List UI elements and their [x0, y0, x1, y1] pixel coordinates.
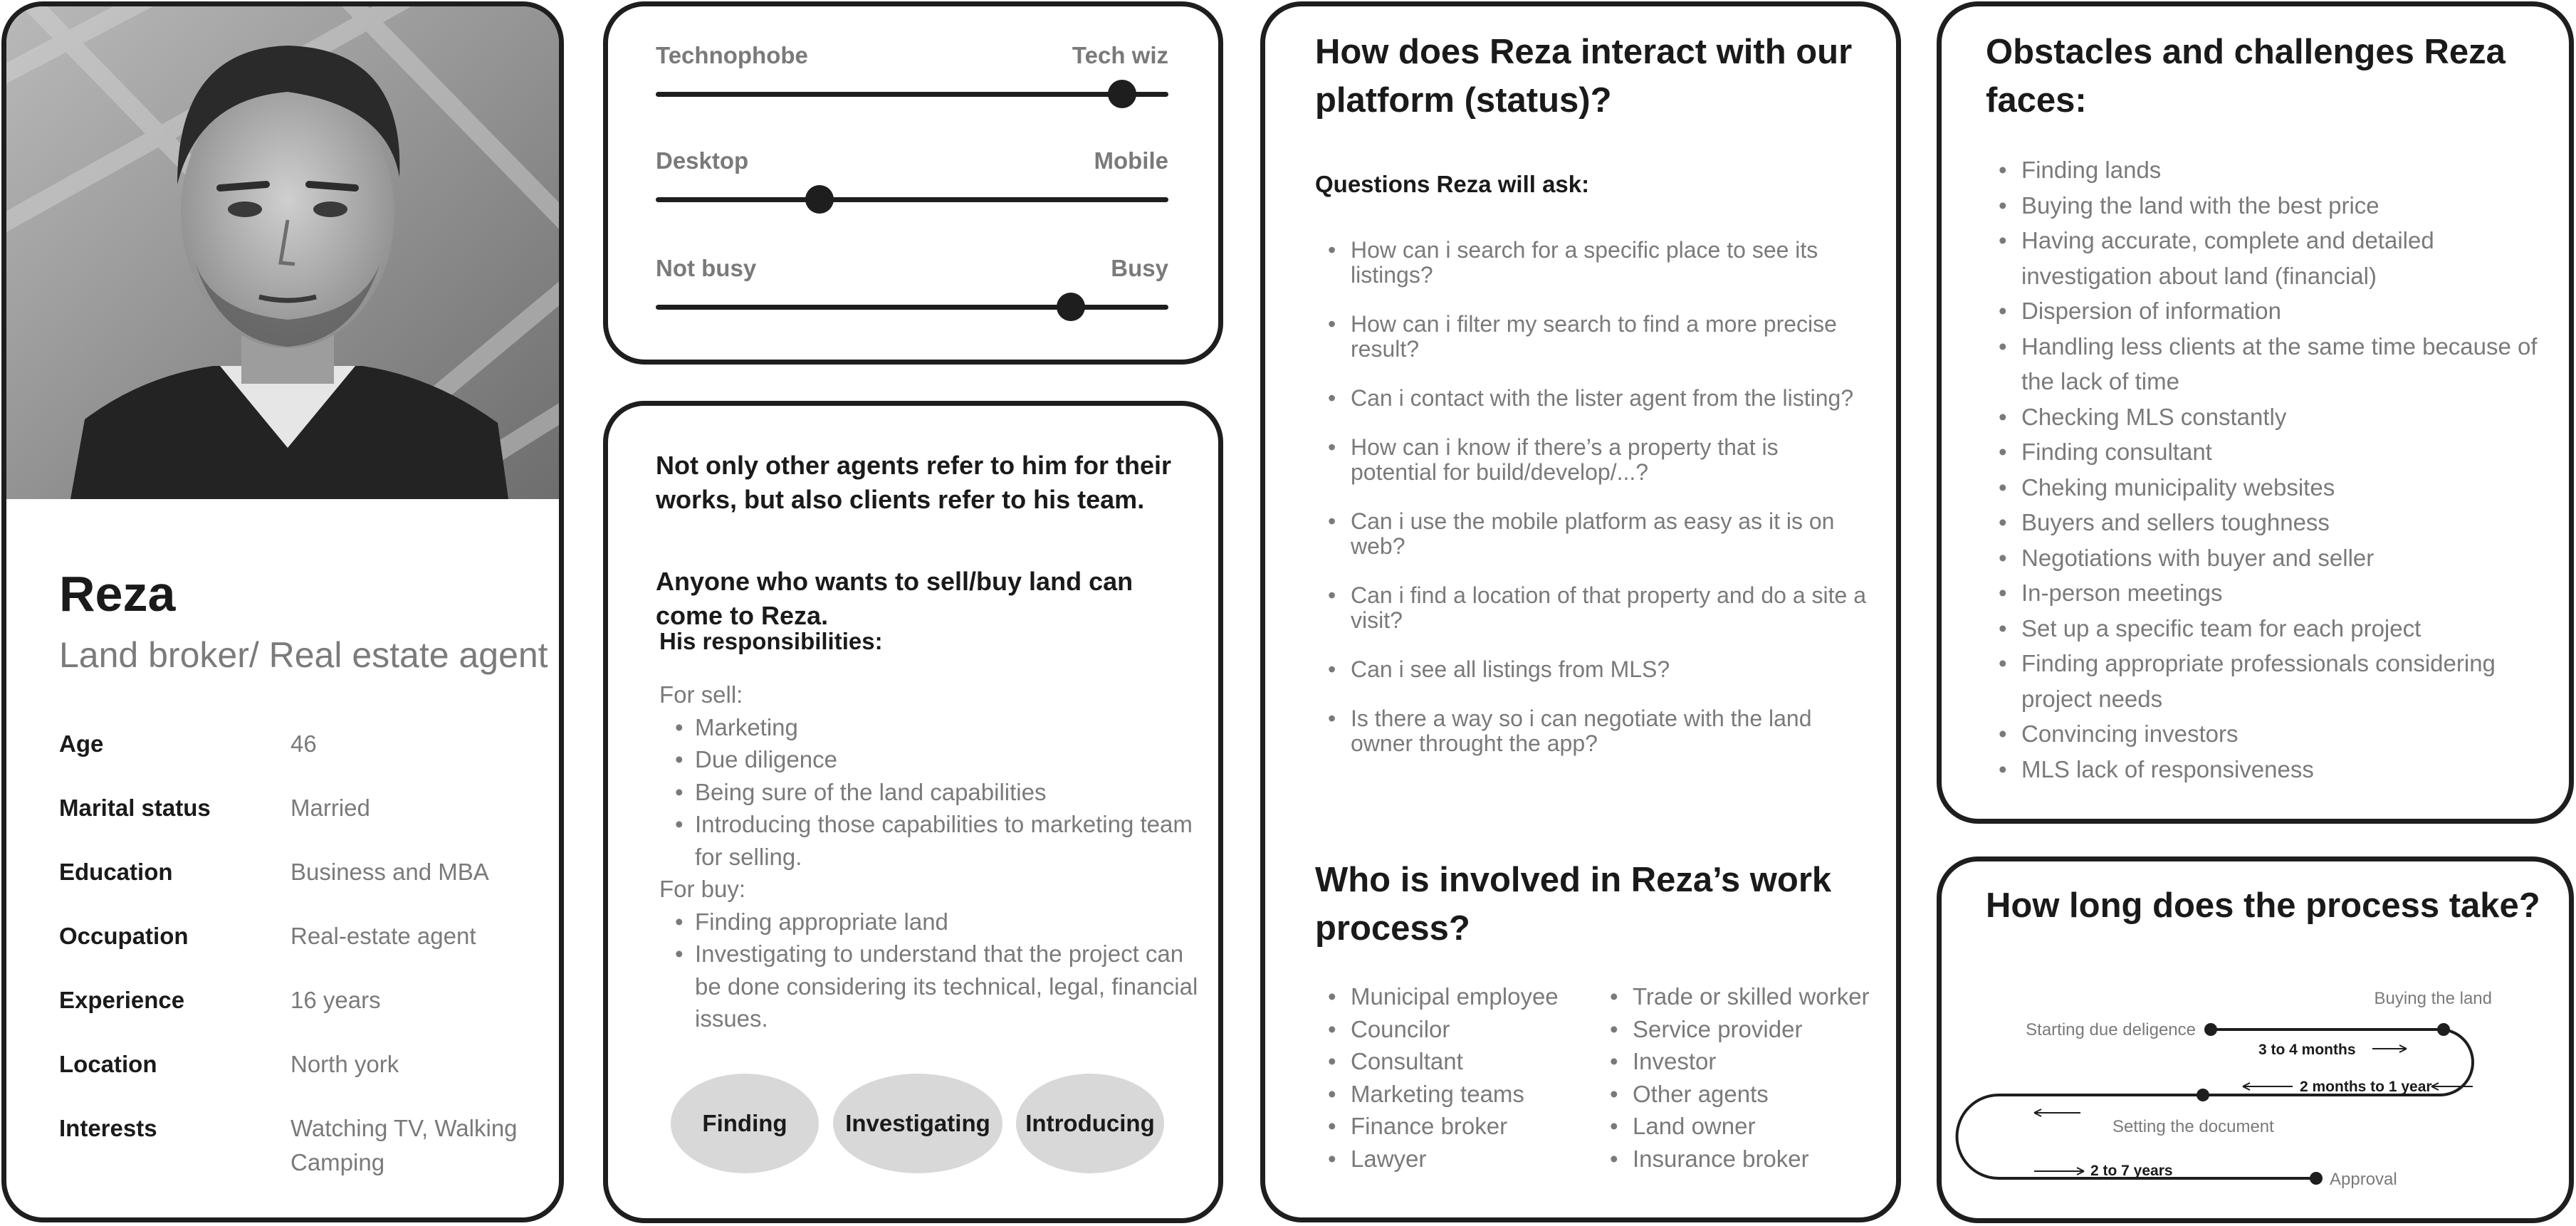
milestone-start: [2204, 1023, 2217, 1036]
info-value: 16 years: [290, 987, 381, 1013]
list-item: • Trade or skilled worker: [1597, 980, 1870, 1013]
portrait-image: [6, 6, 564, 499]
list-item: • In-person meetings: [1986, 575, 2555, 611]
list-item: • Set up a specific team for each project: [1986, 611, 2555, 646]
intro-text: Not only other agents refer to him for their works, but also clients refer to his team.: [656, 451, 1172, 514]
info-value: Real-estate agent: [290, 923, 476, 949]
list-item: • Finding appropriate professionals considering project needs: [1986, 646, 2555, 716]
stage-pill-finding: Finding: [671, 1074, 819, 1173]
duration-label: 3 to 4 months: [2258, 1042, 2356, 1058]
persona-role: Land broker/ Real estate agent: [59, 635, 548, 675]
list-item: • Negotiations with buyer and seller: [1986, 540, 2555, 576]
info-value: 46: [290, 730, 317, 757]
list-item: • Land owner: [1597, 1110, 1870, 1143]
info-value: North york: [290, 1051, 399, 1077]
milestone-approval-label: Approval: [2330, 1170, 2397, 1189]
list-item: • Cheking municipality websites: [1986, 470, 2555, 505]
slider-tech-savvy: [656, 42, 1168, 127]
list-item: • How can i know if there’s a property that is potential for build/develop/...?: [1315, 435, 1870, 485]
profile-card: [1, 1, 564, 1222]
responsibilities-card: [603, 401, 1223, 1223]
slider-track: [656, 92, 1168, 97]
profile-photo: [6, 6, 564, 499]
process-title: How long does the process take?: [1986, 886, 2540, 925]
list-item: • Investor: [1597, 1045, 1870, 1078]
info-label: Age: [59, 730, 104, 757]
slider-knob[interactable]: [1108, 80, 1136, 108]
info-label: Occupation: [59, 923, 189, 949]
timeline-path: [1957, 1029, 2473, 1178]
list-item: • Can i find a location of that property and do a site a visit?: [1315, 583, 1870, 633]
slider-track: [656, 305, 1168, 310]
list-item: • Having accurate, complete and detailed investigation about land (financial): [1986, 223, 2555, 293]
slider-knob[interactable]: [805, 185, 834, 214]
info-label: Education: [59, 859, 173, 885]
info-value: Married: [290, 795, 370, 821]
sell-label: For sell:: [659, 681, 743, 708]
obstacles-title: Obstacles and challenges Reza faces:: [1986, 33, 2506, 120]
duration-label: 2 to 7 years: [2090, 1163, 2173, 1179]
obstacles-card: [1937, 1, 2574, 824]
list-item: • Introducing those capabilities to marketing team for selling.: [695, 808, 1200, 873]
list-item: • Finding consultant: [1986, 434, 2555, 470]
list-item: • MLS lack of responsiveness: [1986, 752, 2555, 787]
info-label: Location: [59, 1051, 157, 1077]
list-item: • Service provider: [1597, 1013, 1870, 1046]
list-item: • Can i contact with the lister agent from the listing?: [1315, 386, 1870, 411]
list-item: • Finance broker: [1315, 1110, 1559, 1143]
persona-name: Reza: [59, 566, 176, 622]
list-item: • Councilor: [1315, 1013, 1559, 1046]
slider-max-label: Tech wiz: [1072, 42, 1168, 68]
slider-device: [656, 147, 1168, 233]
milestone-buy-label: Buying the land: [2374, 989, 2492, 1008]
milestone-document: [2197, 1089, 2209, 1101]
list-item: • Other agents: [1597, 1078, 1870, 1111]
list-item: • Can i see all listings from MLS?: [1315, 657, 1870, 682]
list-item: • Investigating to understand that the project can be done considering its technical, legal, financial issues.: [695, 938, 1200, 1035]
list-item: • Insurance broker: [1597, 1143, 1870, 1175]
list-item: • Finding appropriate land: [695, 906, 1200, 938]
obstacles-list: [1986, 152, 2555, 787]
list-item: • Municipal employee: [1315, 980, 1559, 1013]
stage-pill-investigating: Investigating: [833, 1074, 1002, 1173]
slider-busyness: [656, 255, 1168, 340]
slider-min-label: Not busy: [656, 255, 757, 281]
list-item: • Convincing investors: [1986, 716, 2555, 752]
process-timeline: [1942, 861, 2569, 1218]
milestone-document-label: Setting the document: [2112, 1117, 2274, 1136]
milestone-buy: [2437, 1023, 2450, 1036]
slider-max-label: Mobile: [1094, 147, 1168, 174]
involved-title: Who is involved in Reza’s work process?: [1315, 861, 1832, 948]
list-item: • Being sure of the land capabilities: [695, 776, 1200, 809]
list-item: • Consultant: [1315, 1045, 1559, 1078]
traits-card: [603, 1, 1223, 365]
list-item: • How can i search for a specific place to see its listings?: [1315, 238, 1870, 288]
list-item: • Marketing: [695, 711, 1200, 744]
info-label: Experience: [59, 987, 185, 1013]
responsibilities-title: His responsibilities:: [659, 628, 883, 654]
milestone-start-label: Starting due deligence: [2026, 1020, 2196, 1039]
list-item: • How can i filter my search to find a more precise result?: [1315, 312, 1870, 362]
stage-pill-introducing: Introducing: [1016, 1074, 1164, 1173]
info-value: Watching TV, Walking Camping: [290, 1115, 518, 1175]
info-value: Business and MBA: [290, 859, 489, 885]
milestone-approval: [2310, 1172, 2323, 1185]
duration-label: 2 months to 1 year: [2300, 1079, 2432, 1095]
involved-list-left: [1315, 980, 1559, 1175]
list-item: • Checking MLS constantly: [1986, 399, 2555, 435]
slider-min-label: Desktop: [656, 147, 749, 174]
list-item: • Marketing teams: [1315, 1078, 1559, 1111]
info-label: Interests: [59, 1115, 157, 1141]
questions-title: Questions Reza will ask:: [1315, 171, 1590, 197]
questions-list: [1315, 238, 1870, 780]
interaction-card: [1260, 1, 1901, 1222]
list-item: • Buyers and sellers toughness: [1986, 505, 2555, 540]
buy-label: For buy:: [659, 876, 746, 902]
involved-list-right: [1597, 980, 1870, 1175]
responsibilities-list: [659, 679, 1200, 1035]
list-item: • Can i use the mobile platform as easy as it is on web?: [1315, 509, 1870, 559]
list-item: • Finding lands: [1986, 152, 2555, 188]
list-item: • Due diligence: [695, 743, 1200, 776]
intro-text: Anyone who wants to sell/buy land can come to Reza.: [656, 567, 1133, 630]
list-item: • Handling less clients at the same time because of the lack of time: [1986, 329, 2555, 399]
list-item: • Dispersion of information: [1986, 293, 2555, 329]
slider-track: [656, 197, 1168, 202]
slider-knob[interactable]: [1057, 293, 1085, 321]
list-item: • Is there a way so i can negotiate with the land owner throught the app?: [1315, 706, 1870, 756]
slider-min-label: Technophobe: [656, 42, 808, 68]
process-card: [1937, 856, 2574, 1223]
list-item: • Buying the land with the best price: [1986, 188, 2555, 224]
list-item: • Lawyer: [1315, 1143, 1559, 1175]
slider-max-label: Busy: [1111, 255, 1168, 281]
interaction-title: How does Reza interact with our platform (status)?: [1315, 33, 1853, 120]
info-label: Marital status: [59, 795, 211, 821]
